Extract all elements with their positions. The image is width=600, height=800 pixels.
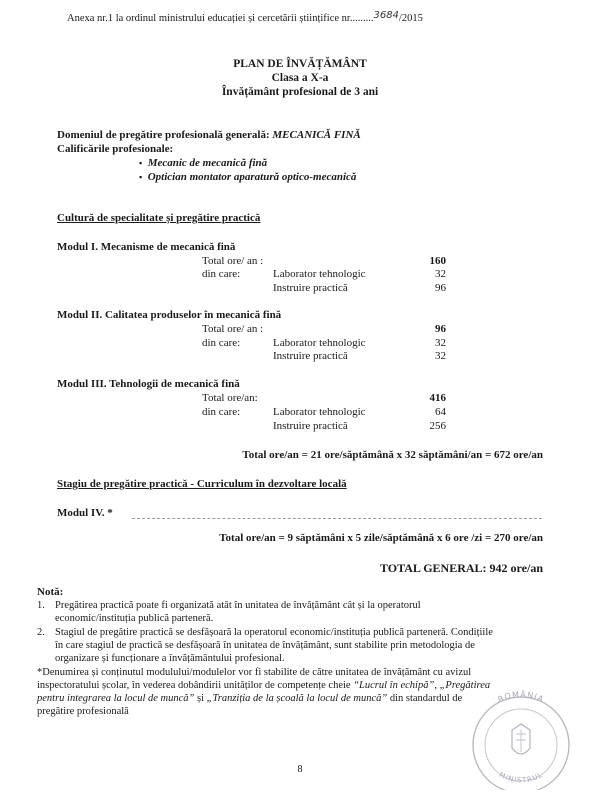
section2-title: Stagiu de pregătire practică - Curriculum în dezvoltare locală bbox=[57, 478, 347, 490]
qualification-1-text: Mecanic de mecanică fină bbox=[147, 157, 268, 169]
note-1-line-1: Pregătirea practică poate fi organizată atât în unitatea de învățământ cât și la operatorul bbox=[55, 600, 421, 611]
module1-lab: 32 bbox=[435, 268, 446, 280]
module2-din-care: din care: bbox=[202, 337, 241, 349]
module3-din-care: din care: bbox=[202, 406, 241, 418]
module3-total-label: Total ore/an: bbox=[202, 392, 258, 404]
module1-lab-label: Laborator tehnologic bbox=[273, 268, 366, 280]
module2-total-label: Total ore/ an : bbox=[202, 323, 264, 335]
module3-instr-label: Instruire practică bbox=[273, 420, 348, 432]
module1-total: 160 bbox=[429, 255, 446, 267]
note-2-number: 2. bbox=[37, 627, 45, 638]
plan-class: Clasa a X-a bbox=[271, 72, 329, 84]
stamp-bottom-text: MINISTRUL bbox=[497, 770, 545, 785]
module3-title: Modul III. Tehnologii de mecanică fină bbox=[57, 378, 240, 390]
module2-total: 96 bbox=[435, 323, 446, 335]
module3-lab: 64 bbox=[435, 406, 446, 418]
section1-title: Cultură de specialitate și pregătire practică bbox=[57, 212, 261, 224]
section2-summary: Total ore/an = 9 săptămâni x 5 zile/săptămână x 6 ore /zi = 270 ore/an bbox=[219, 532, 543, 544]
header-year: /2015 bbox=[398, 13, 423, 24]
qualification-1 bbox=[139, 157, 267, 169]
competence-preparation: „Pregătirea bbox=[439, 680, 491, 691]
module2-instr: 32 bbox=[435, 350, 446, 362]
stamp-top-text: ROMÂNIA bbox=[496, 690, 546, 705]
module4-blank-line bbox=[132, 518, 542, 519]
header-line bbox=[67, 10, 423, 24]
domain-value: MECANICĂ FINĂ bbox=[272, 129, 361, 141]
module1-total-label: Total ore/ an : bbox=[202, 255, 264, 267]
plan-title: PLAN DE ÎNVĂȚĂMÂNT bbox=[233, 58, 367, 70]
module1-title: Modul I. Mecanisme de mecanică fină bbox=[57, 241, 236, 253]
note-star-line-1: *Denumirea și conținutul modulului/modulelor vor fi stabilite de către unitatea de învățământ cu avizul bbox=[37, 667, 472, 678]
handwritten-order-number: 3684 bbox=[373, 10, 399, 21]
ministry-stamp-icon bbox=[462, 690, 580, 790]
module1-din-care: din care: bbox=[202, 268, 241, 280]
module3-instr: 256 bbox=[429, 420, 446, 432]
section1-summary: Total ore/an = 21 ore/săptămână x 32 săptămâni/an = 672 ore/an bbox=[242, 449, 543, 461]
module2-title: Modul II. Calitatea produselor în mecanică fină bbox=[57, 309, 282, 321]
bullet-icon: ▪ bbox=[139, 158, 143, 168]
note-2-line-1: Stagiul de pregătire practică se desfășoară la operatorul economic/instituția publică parteneră. Condițiile bbox=[55, 627, 493, 638]
bullet-icon: ▪ bbox=[139, 172, 143, 182]
note-star-line-4: pregătire profesională bbox=[37, 706, 129, 717]
note-star-tail: din standardul de bbox=[387, 693, 463, 704]
page-number: 8 bbox=[297, 764, 303, 775]
module4-title: Modul IV. * bbox=[57, 507, 113, 519]
svg-text:ROMÂNIA bbox=[496, 690, 545, 704]
note-star-line-3 bbox=[37, 693, 462, 704]
qualifications-label: Calificările profesionale: bbox=[57, 143, 174, 155]
notes-label: Notă: bbox=[37, 586, 64, 598]
competence-preparation-cont: pentru integrarea la locul de muncă” bbox=[37, 693, 195, 704]
domain-line bbox=[57, 129, 361, 141]
module2-instr-label: Instruire practică bbox=[273, 350, 348, 362]
module1-instr: 96 bbox=[435, 282, 446, 294]
note-2-line-2: în care stagiul de practică se desfășoară în unitatea de învățământ, sunt stabilite prin metodologia de bbox=[55, 640, 475, 651]
domain-label: Domeniul de pregătire profesională generală: bbox=[57, 129, 270, 141]
note-2-line-3: organizare și funcționare a învățământului profesional. bbox=[55, 653, 285, 664]
module1-instr-label: Instruire practică bbox=[273, 282, 348, 294]
competence-transition: „Tranziția de la școală la locul de muncă” bbox=[206, 693, 388, 704]
note-1-number: 1. bbox=[37, 600, 45, 611]
qualification-2 bbox=[139, 171, 356, 183]
competence-teamwork: “Lucrul în echipă” bbox=[353, 680, 435, 691]
module3-lab-label: Laborator tehnologic bbox=[273, 406, 366, 418]
qualification-2-text: Optician montator aparatură optico-mecanică bbox=[147, 171, 357, 183]
note-1-line-2: economic/instituția publică parteneră. bbox=[55, 613, 214, 624]
note-star-line-2 bbox=[37, 680, 490, 691]
module3-total: 416 bbox=[429, 392, 446, 404]
separator: , bbox=[434, 680, 440, 691]
conjunction: și bbox=[194, 693, 207, 704]
plan-type: Învățământ profesional de 3 ani bbox=[221, 86, 379, 98]
note-star-text: inspectoratului școlar, în vederea dobândirii unităților de competențe cheie bbox=[37, 680, 354, 691]
module2-lab: 32 bbox=[435, 337, 446, 349]
total-general: TOTAL GENERAL: 942 ore/an bbox=[379, 561, 543, 575]
header-text: Anexa nr.1 la ordinul ministrului educației și cercetării științifice nr......... bbox=[67, 13, 374, 24]
module2-lab-label: Laborator tehnologic bbox=[273, 337, 366, 349]
